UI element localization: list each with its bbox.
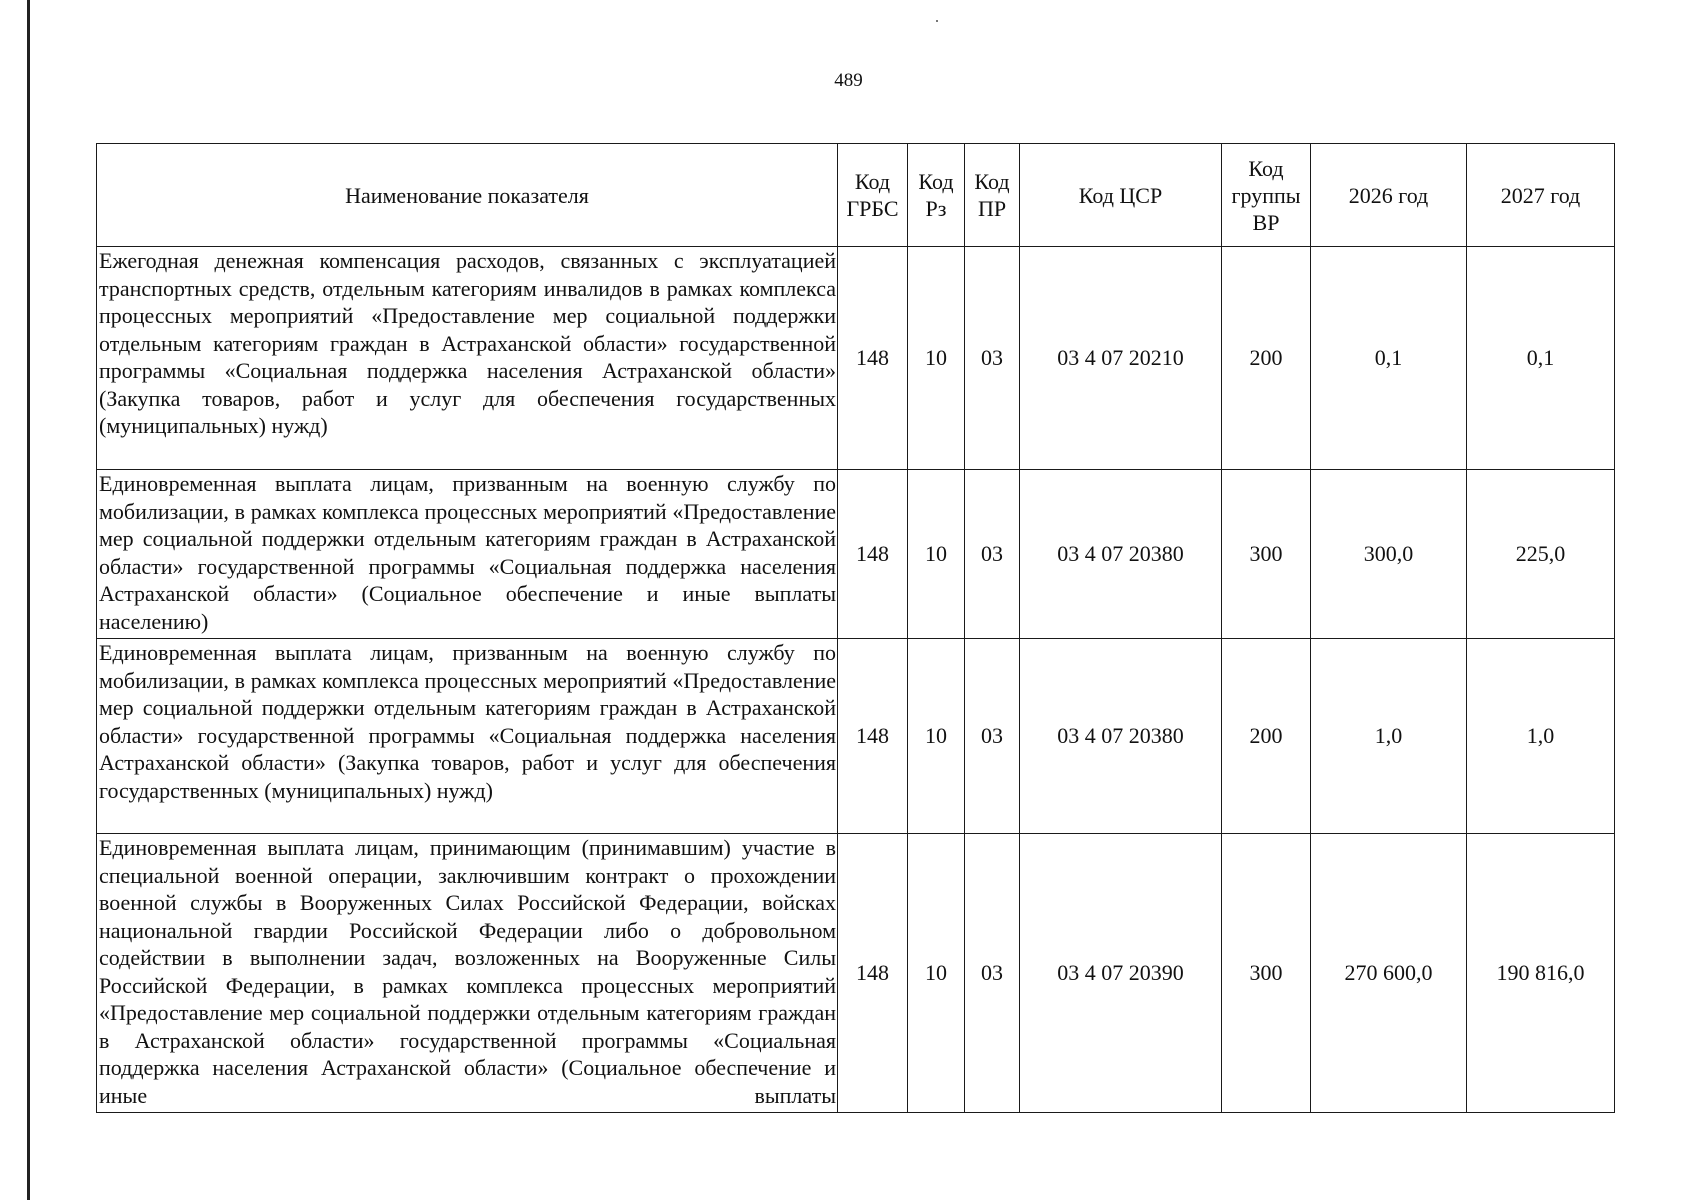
row-name: Единовременная выплата лицам, принимающим (принимавшим) участие в специальной военной операции, заключившим контракт о прохождении военной службы в Вооруженных Силах Российской Федерации, войсках национальной гвардии Российской Федерации либо о добровольном содействии в выполнении задач, возложенных на Вооруженные Силы Российской Федерации, в рамках комплекса процессных мероприятий «Предоставление мер социальной поддержки отдельным категориям граждан в Астраханской области» государственной программы «Социальная поддержка населения Астраханской области» (Социальное обеспечение и иные выплаты — [99, 835, 836, 1108]
row-year-2026: 270 600,0 — [1311, 834, 1467, 1113]
row-name: Единовременная выплата лицам, призванным на военную службу по мобилизации, в рамках комплекса процессных мероприятий «Предоставление мер социальной поддержки отдельным категориям граждан в Астраханской области» государственной программы «Социальная поддержка населения Астраханской области» (Социальное обеспечение и иные выплаты населению) — [99, 471, 836, 634]
header-name: Наименование показателя — [97, 144, 838, 247]
row-name-cell — [97, 639, 838, 834]
table-row — [97, 834, 1615, 1113]
row-vr: 200 — [1222, 639, 1311, 834]
row-csr: 03 4 07 20210 — [1020, 247, 1222, 470]
left-margin-rule — [27, 0, 30, 1200]
table-header-row — [97, 144, 1615, 247]
row-rz: 10 — [908, 639, 965, 834]
row-year-2027: 1,0 — [1467, 639, 1615, 834]
row-rz: 10 — [908, 834, 965, 1113]
table-row — [97, 639, 1615, 834]
header-year-2027: 2027 год — [1467, 144, 1615, 247]
row-pr: 03 — [965, 470, 1020, 639]
header-year-2026: 2026 год — [1311, 144, 1467, 247]
table-row — [97, 470, 1615, 639]
row-vr: 300 — [1222, 834, 1311, 1113]
table-row — [97, 247, 1615, 470]
row-grbs: 148 — [838, 247, 908, 470]
row-pr: 03 — [965, 247, 1020, 470]
row-grbs: 148 — [838, 470, 908, 639]
budget-table — [96, 143, 1615, 1113]
row-csr: 03 4 07 20380 — [1020, 470, 1222, 639]
header-grbs: Код ГРБС — [838, 144, 908, 247]
row-year-2027: 225,0 — [1467, 470, 1615, 639]
row-year-2026: 1,0 — [1311, 639, 1467, 834]
row-rz: 10 — [908, 247, 965, 470]
row-grbs: 148 — [838, 834, 908, 1113]
row-pr: 03 — [965, 639, 1020, 834]
row-rz: 10 — [908, 470, 965, 639]
row-csr: 03 4 07 20380 — [1020, 639, 1222, 834]
header-pr: Код ПР — [965, 144, 1020, 247]
row-vr: 300 — [1222, 470, 1311, 639]
row-year-2026: 0,1 — [1311, 247, 1467, 470]
row-grbs: 148 — [838, 639, 908, 834]
row-year-2027: 190 816,0 — [1467, 834, 1615, 1113]
row-name-cell — [97, 247, 838, 470]
row-year-2026: 300,0 — [1311, 470, 1467, 639]
row-name-cell — [97, 834, 838, 1113]
row-pr: 03 — [965, 834, 1020, 1113]
row-name: Ежегодная денежная компенсация расходов, связанных с эксплуатацией транспортных средств, отдельным категориям инвалидов в рамках комплекса процессных мероприятий «Предоставление мер социальной поддержки отдельным категориям граждан в Астраханской области» государственной программы «Социальная поддержка населения Астраханской области» (Закупка товаров, работ и услуг для обеспечения государственных (муниципальных) нужд) — [99, 248, 836, 438]
header-vr: Код группы ВР — [1222, 144, 1311, 247]
row-csr: 03 4 07 20390 — [1020, 834, 1222, 1113]
row-name-cell — [97, 470, 838, 639]
header-csr: Код ЦСР — [1020, 144, 1222, 247]
page-number: 489 — [834, 70, 863, 91]
row-name: Единовременная выплата лицам, призванным на военную службу по мобилизации, в рамках комплекса процессных мероприятий «Предоставление мер социальной поддержки отдельным категориям граждан в Астраханской области» государственной программы «Социальная поддержка населения Астраханской области» (Закупка товаров, работ и услуг для обеспечения государственных (муниципальных) нужд) — [99, 640, 836, 803]
scan-artifact-dot — [936, 20, 938, 22]
header-rz: Код Рз — [908, 144, 965, 247]
row-year-2027: 0,1 — [1467, 247, 1615, 470]
row-vr: 200 — [1222, 247, 1311, 470]
